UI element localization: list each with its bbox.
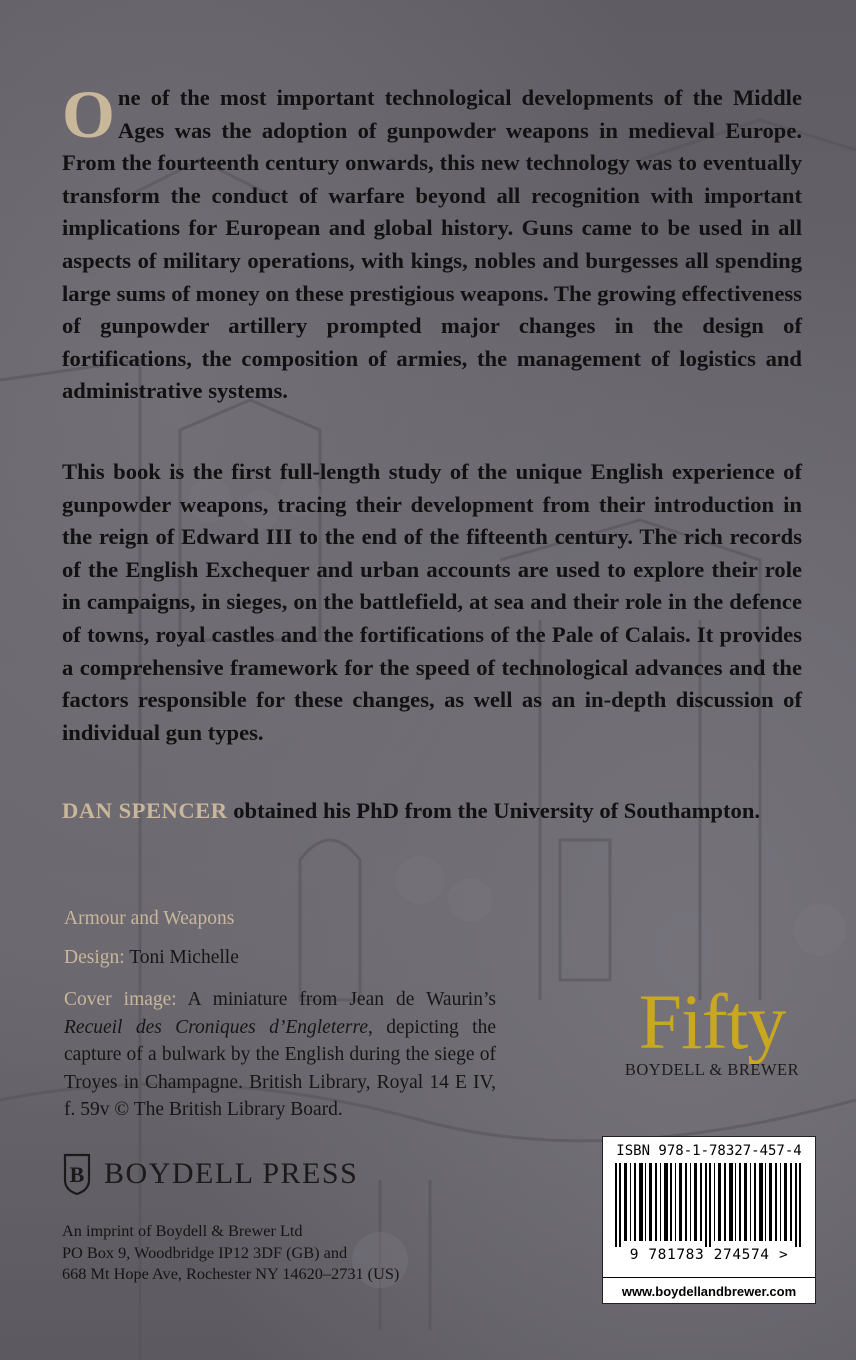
address-line-2: PO Box 9, Woodbridge IP12 3DF (GB) and — [62, 1242, 348, 1262]
boydell-shield-icon — [62, 1152, 92, 1196]
cover-image-source-title: Recueil des Croniques d’Engleterre — [64, 1016, 368, 1038]
barcode-bars — [611, 1163, 807, 1247]
shield-letter: B — [69, 1162, 85, 1187]
cover-image-label: Cover image: — [64, 989, 177, 1010]
publisher-website: www.boydellandbrewer.com — [603, 1277, 815, 1299]
barcode-digits: 9 781783 274574 > — [629, 1247, 789, 1263]
blurb-paragraph-2: This book is the first full-length study of the unique English experience of gunpowder weapons, tracing their development from their introduction in the reign of Edward III to the end of the fifteenth century. The rich records of the English Exchequer and urban accounts are used to explore their role in campaigns, in sieges, on the battlefield, at sea and their role in the defence of towns, royal castles and the fortifications of the Pale of Calais. It provides a comprehensive framework for the speed of technological advances and the factors responsible for these changes, as well as an in-depth discussion of individual gun types. — [62, 459, 802, 745]
series-title: Armour and Weapons — [64, 908, 235, 929]
designer-name: Toni Michelle — [129, 947, 239, 968]
fifty-wordmark: Fifty — [638, 978, 786, 1065]
author-bio — [62, 795, 802, 828]
address-line-1: An imprint of Boydell & Brewer Ltd — [62, 1221, 303, 1240]
paragraph-1-text: ne of the most important technological developments of the Middle Ages was the adoption of gunpowder weapons in medieval Europe. From the fourteenth century onwards, this new technology was to eventually transform the conduct of warfare beyond all recognition with important implications for European and global history. Guns came to be used in all aspects of military operations, with kings, nobles and burgesses all spending large sums of money on these prestigious weapons. The growing effectiveness of gunpowder artillery prompted major changes in the design of fortifications, the composition of armies, the management of logistics and administrative systems. — [62, 85, 802, 404]
publisher-name: BOYDELL PRESS — [104, 1157, 359, 1190]
author-name: DAN SPENCER — [62, 798, 228, 823]
blurb-paragraph-1 — [62, 76, 802, 408]
publisher-address — [62, 1220, 482, 1285]
cover-image-text-b: , depicting the capture of a bulwark by the English during the siege of Troyes in Champagne. British Library, Royal 14 E IV, f. 59v © The British Library Board. — [64, 1016, 496, 1120]
drop-cap: O — [62, 76, 115, 152]
author-bio-text: obtained his PhD from the University of Southampton. — [233, 798, 761, 823]
boydell-brewer-imprint: BOYDELL & BREWER — [624, 1060, 800, 1079]
isbn-label: ISBN 978-1-78327-457-4 — [616, 1143, 802, 1159]
design-label: Design: — [64, 947, 125, 968]
fifty-anniversary-logo — [612, 978, 812, 1080]
publisher-logo — [62, 1152, 358, 1196]
address-line-3: 668 Mt Hope Ave, Rochester NY 14620–2731 (US) — [62, 1264, 400, 1283]
cover-image-credit — [64, 986, 496, 1124]
isbn-barcode — [602, 1136, 816, 1304]
cover-image-text-a: A miniature from Jean de Waurin’s — [187, 989, 496, 1010]
design-credit — [64, 944, 496, 972]
